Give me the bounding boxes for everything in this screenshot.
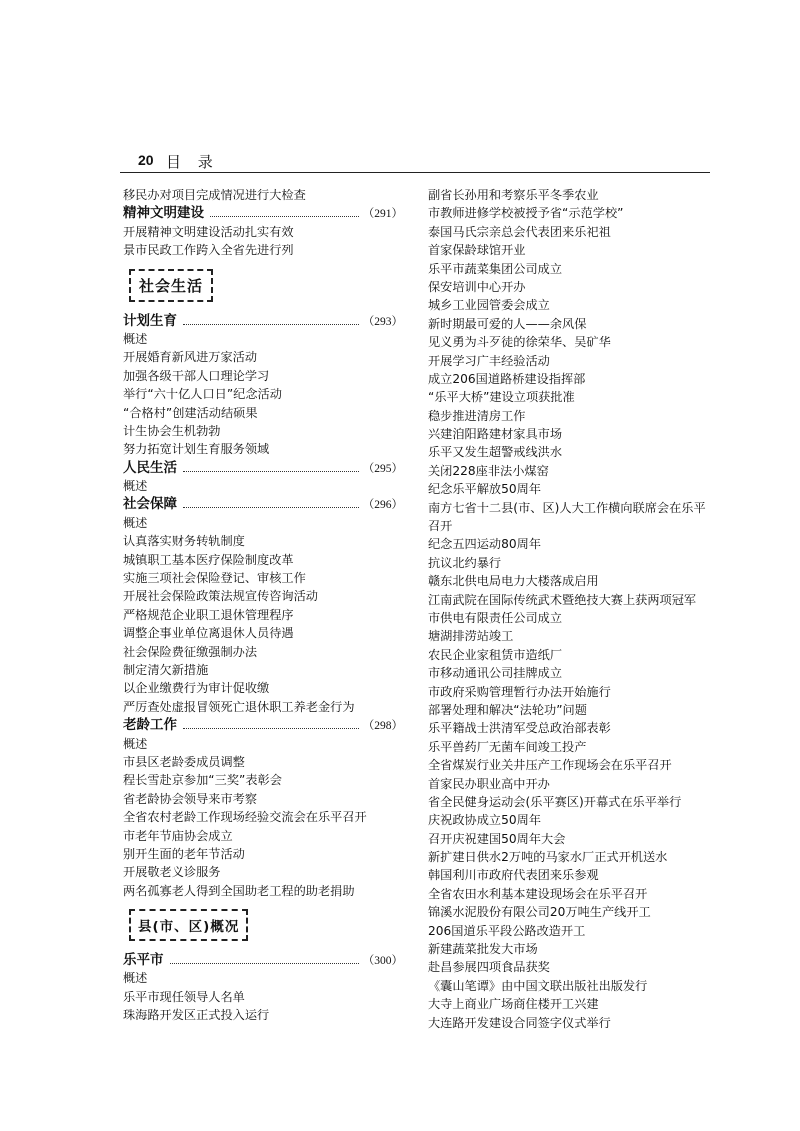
toc-item[interactable]: 加强各级干部人口理论学习 [123, 368, 270, 383]
toc-item[interactable]: 概述 [123, 515, 148, 530]
toc-item[interactable]: 别开生面的老年节活动 [123, 846, 245, 861]
toc-item[interactable]: 兴建洎阳路建材家具市场 [428, 427, 563, 442]
leader-dots [210, 216, 359, 217]
toc-item[interactable]: 部署处理和解决“法轮功”问题 [428, 702, 587, 717]
toc-item[interactable]: 市教师进修学校被授予省“示范学校” [428, 206, 624, 221]
toc-item[interactable]: 新建蔬菜批发大市场 [428, 942, 538, 957]
toc-item[interactable]: 庆祝政协成立50周年 [428, 813, 542, 828]
toc-item[interactable]: 南方七省十二县(市、区)人大工作横向联席会在乐平召开 [428, 500, 706, 534]
toc-item[interactable]: 景市民政工作跨入全省先进行列 [123, 243, 294, 258]
toc-item[interactable]: 乐平市现任领导人名单 [123, 989, 245, 1004]
toc-item[interactable]: “合格村”创建活动结硕果 [123, 405, 258, 420]
page-number: 20 [138, 152, 154, 168]
section-title: 乐平市 [123, 952, 164, 969]
toc-item[interactable]: 塘湖排涝站竣工 [428, 629, 514, 644]
toc-item[interactable]: 珠海路开发区正式投入运行 [123, 1008, 270, 1023]
section-title: 老龄工作 [123, 717, 177, 734]
toc-item[interactable]: “乐平大桥”建设立项获批准 [428, 390, 575, 405]
toc-item[interactable]: 赴昌参展四项食品获奖 [428, 960, 550, 975]
toc-item[interactable]: 市老年节庙协会成立 [123, 828, 233, 843]
leader-dots [183, 507, 359, 508]
toc-item[interactable]: 关闭228座非法小煤窑 [428, 463, 549, 478]
section-page: （300） [362, 955, 403, 968]
leader-dots [183, 324, 359, 325]
toc-item[interactable]: 纪念乐平解放50周年 [428, 482, 542, 497]
left-column [123, 186, 403, 1025]
toc-item[interactable]: 市县区老龄委成员调整 [123, 754, 245, 769]
page-header [120, 150, 710, 173]
toc-item[interactable]: 移民办对项目完成情况进行大检查 [123, 188, 306, 202]
toc-item[interactable]: 实施三项社会保险登记、审核工作 [123, 571, 306, 586]
toc-item[interactable]: 大连路开发建设合同签字仪式举行 [428, 1015, 611, 1030]
toc-section-spiritual-civilization[interactable] [123, 204, 403, 222]
section-page: （298） [362, 720, 403, 733]
toc-item[interactable]: 副省长孙用和考察乐平冬季农业 [428, 188, 599, 202]
section-page: （291） [362, 208, 403, 221]
toc-item[interactable]: 泰国马氏宗亲总会代表团来乐祀祖 [428, 224, 611, 239]
toc-item[interactable]: 程长雪赴京参加“三奖”表彰会 [123, 773, 282, 788]
section-page: （296） [362, 499, 403, 512]
toc-item[interactable]: 锦溪水泥股份有限公司20万吨生产线开工 [428, 905, 651, 920]
toc-item[interactable]: 城镇职工基本医疗保险制度改革 [123, 552, 294, 567]
page-title: 目 录 [166, 153, 219, 171]
category-heading-social-life: 社会生活 [129, 269, 213, 302]
toc-item[interactable]: 《囊山笔谭》由中国文联出版社出版发行 [428, 978, 648, 993]
toc-item[interactable]: 严厉查处虚报冒领死亡退休职工养老金行为 [123, 699, 355, 714]
section-title: 计划生育 [123, 312, 177, 329]
toc-item[interactable]: 开展精神文明建设活动扎实有效 [123, 224, 294, 239]
category-heading-counties: 县(市、区)概况 [129, 909, 248, 941]
toc-item[interactable]: 新时期最可爱的人——余风保 [428, 316, 587, 331]
toc-item[interactable]: 赣东北供电局电力大楼落成启用 [428, 574, 599, 589]
toc-item[interactable]: 省全民健身运动会(乐平赛区)开幕式在乐平举行 [428, 794, 682, 809]
toc-item[interactable]: 全省煤炭行业关井压产工作现场会在乐平召开 [428, 758, 672, 773]
toc-item[interactable]: 调整企事业单位离退休人员待遇 [123, 626, 294, 641]
leader-dots [183, 471, 359, 472]
toc-item[interactable]: 抗议北约暴行 [428, 555, 502, 570]
toc-item[interactable]: 首家民办职业高中开办 [428, 776, 550, 791]
toc-item[interactable]: 两名孤寡老人得到全国助老工程的助老捐助 [123, 883, 355, 898]
toc-item[interactable]: 市政府采购管理暂行办法开始施行 [428, 684, 611, 699]
toc-item[interactable]: 认真落实财务转轨制度 [123, 534, 245, 549]
section-title: 精神文明建设 [123, 205, 204, 222]
toc-item[interactable]: 计生协会生机勃勃 [123, 423, 221, 438]
section-page: （295） [362, 462, 403, 475]
toc-item[interactable]: 开展婚育新风进万家活动 [123, 350, 258, 365]
toc-item[interactable]: 农民企业家租赁市造纸厂 [428, 647, 563, 662]
toc-item[interactable]: 全省农田水利基本建设现场会在乐平召开 [428, 886, 648, 901]
toc-item[interactable]: 全省农村老龄工作现场经验交流会在乐平召开 [123, 810, 367, 825]
toc-section-family-planning[interactable] [123, 312, 403, 330]
leader-dots [170, 963, 359, 964]
toc-item[interactable]: 概述 [123, 736, 148, 751]
toc-item[interactable]: 江南武院在国际传统武术暨绝技大赛上获两项冠军 [428, 592, 697, 607]
leader-dots [183, 728, 359, 729]
toc-item[interactable]: 省老龄协会领导来市考察 [123, 791, 258, 806]
toc-item[interactable]: 大寺上商业广场商住楼开工兴建 [428, 997, 599, 1012]
toc-item[interactable]: 概述 [123, 331, 148, 346]
toc-item[interactable]: 召开庆祝建国50周年大会 [428, 831, 566, 846]
toc-item[interactable]: 社会保险费征缴强制办法 [123, 644, 258, 659]
toc-item[interactable]: 举行“六十亿人口日”纪念活动 [123, 387, 282, 402]
toc-item[interactable]: 市移动通讯公司挂牌成立 [428, 666, 563, 681]
toc-item[interactable]: 以企业缴费行为审计促收缴 [123, 681, 270, 696]
toc-item[interactable]: 制定清欠新措施 [123, 662, 209, 677]
toc-item[interactable]: 严格规范企业职工退休管理程序 [123, 607, 294, 622]
toc-item[interactable]: 乐平市蔬菜集团公司成立 [428, 261, 563, 276]
toc-item[interactable]: 概述 [123, 479, 148, 494]
toc-item[interactable]: 城乡工业园管委会成立 [428, 298, 550, 313]
toc-item[interactable]: 首家保龄球馆开业 [428, 243, 526, 258]
toc-item[interactable]: 稳步推进清房工作 [428, 408, 526, 423]
section-title: 社会保障 [123, 496, 177, 513]
toc-item[interactable]: 成立206国道路桥建设指挥部 [428, 371, 586, 386]
toc-section-aging-work[interactable] [123, 716, 403, 734]
toc-item[interactable]: 见义勇为斗歹徒的徐荣华、吴矿华 [428, 335, 611, 350]
toc-item[interactable]: 韩国利川市政府代表团来乐参观 [428, 868, 599, 883]
toc-item[interactable]: 市供电有限责任公司成立 [428, 611, 563, 626]
section-page: （293） [362, 315, 403, 328]
toc-section-people-life[interactable] [123, 459, 403, 477]
toc-item[interactable]: 努力拓宽计划生育服务领域 [123, 442, 270, 457]
toc-item[interactable]: 乐平又发生超警戒线洪水 [428, 445, 563, 460]
toc-item[interactable]: 新扩建日供水2万吨的马家水厂正式开机送水 [428, 850, 668, 865]
toc-item[interactable]: 纪念五四运动80周年 [428, 537, 542, 552]
toc-item[interactable]: 开展学习广丰经验活动 [428, 353, 550, 368]
toc-item[interactable]: 概述 [123, 971, 148, 986]
toc-section-social-security[interactable] [123, 495, 403, 513]
toc-item[interactable]: 乐平籍战士洪清军受总政治部表彰 [428, 721, 611, 736]
section-title: 人民生活 [123, 459, 177, 476]
toc-item[interactable]: 206国道乐平段公路改造开工 [428, 923, 586, 938]
toc-item[interactable]: 乐平兽药厂无菌车间竣工投产 [428, 739, 587, 754]
toc-item[interactable]: 开展敬老义诊服务 [123, 865, 221, 880]
toc-section-leping-city[interactable] [123, 951, 403, 969]
toc-item[interactable]: 保安培训中心开办 [428, 279, 526, 294]
toc-item[interactable]: 开展社会保险政策法规宣传咨询活动 [123, 589, 318, 604]
right-column [428, 186, 713, 1032]
